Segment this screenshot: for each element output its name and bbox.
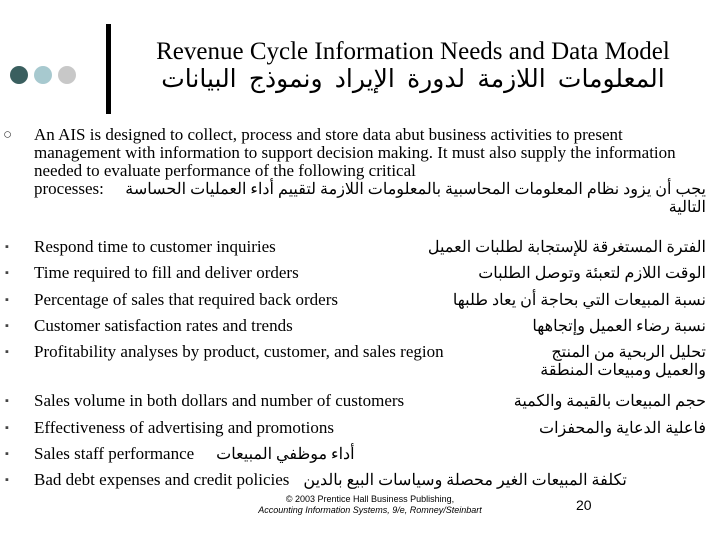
list-item: ▪ Profitability analyses by product, customer, and sales region تحليل الربحية من المنتج والعميل ومبيعات المنطقة — [5, 342, 706, 379]
list-item: ▪ Effectiveness of advertising and promotions فاعلية الدعاية والمحفزات — [5, 418, 706, 437]
list-item: ▪ Percentage of sales that required back orders نسبة المبيعات التي بحاجة أن يعاد طلبها — [5, 290, 706, 309]
circle-bullet-icon: ○ — [3, 127, 13, 143]
list-item: ▪ Customer satisfaction rates and trends نسبة رضاء العميل وإتجاهها — [5, 316, 706, 335]
page-number: 20 — [576, 497, 592, 513]
list-item: ▪ Time required to fill and deliver orders الوقت اللازم لتعبئة وتوصل الطلبات — [5, 263, 706, 282]
footer-citation — [240, 494, 500, 516]
footer-book-title: Accounting Information Systems, 9/e, Romney/Steinbart — [258, 505, 482, 515]
dark-teal-dot — [10, 66, 28, 84]
square-bullet-icon: ▪ — [5, 395, 9, 407]
gray-dot — [58, 66, 76, 84]
square-bullet-icon: ▪ — [5, 448, 9, 460]
list-item: ▪ Sales volume in both dollars and number of customers حجم المبيعات بالقيمة والكمية — [5, 391, 706, 410]
intro-arabic: يجب أن يزود نظام المعلومات المحاسبية بالمعلومات اللازمة لتقييم أداء العمليات الحساسة — [125, 181, 706, 198]
square-bullet-icon: ▪ — [5, 474, 9, 486]
processes-label: processes: — [34, 179, 104, 198]
square-bullet-icon: ▪ — [5, 346, 9, 358]
title-divider — [106, 24, 111, 114]
square-bullet-icon: ▪ — [5, 294, 9, 306]
slide-title — [118, 38, 708, 94]
decorative-dots — [10, 66, 76, 84]
intro-item — [3, 125, 706, 217]
list-item: ▪ Bad debt expenses and credit policies تكلفة المبيعات الغير محصلة وسياسات البيع بالدين — [5, 470, 627, 489]
square-bullet-icon: ▪ — [5, 241, 9, 253]
list-item: ▪ Sales staff performance أداء موظفي المبيعات — [5, 444, 355, 463]
square-bullet-icon: ▪ — [5, 267, 9, 279]
intro-arabic-tail: التالية — [668, 199, 706, 216]
light-blue-dot — [34, 66, 52, 84]
footer-copyright: © 2003 Prentice Hall Business Publishing, — [285, 494, 455, 504]
title-arabic: المعلومات اللازمة لدورة الإيراد ونموذج البيانات — [161, 66, 665, 93]
list-item: ▪ Respond time to customer inquiries الفترة المستغرقة للإستجابة لطلبات العميل — [5, 237, 706, 256]
square-bullet-icon: ▪ — [5, 320, 9, 332]
intro-processes-line — [34, 180, 706, 199]
title-english: Revenue Cycle Information Needs and Data Model — [156, 38, 670, 65]
square-bullet-icon: ▪ — [5, 422, 9, 434]
intro-english: An AIS is designed to collect, process and store data abut business activities to present management with information to support decision making. It must also supply the information needed to evaluate performance of the following critical — [34, 125, 676, 180]
